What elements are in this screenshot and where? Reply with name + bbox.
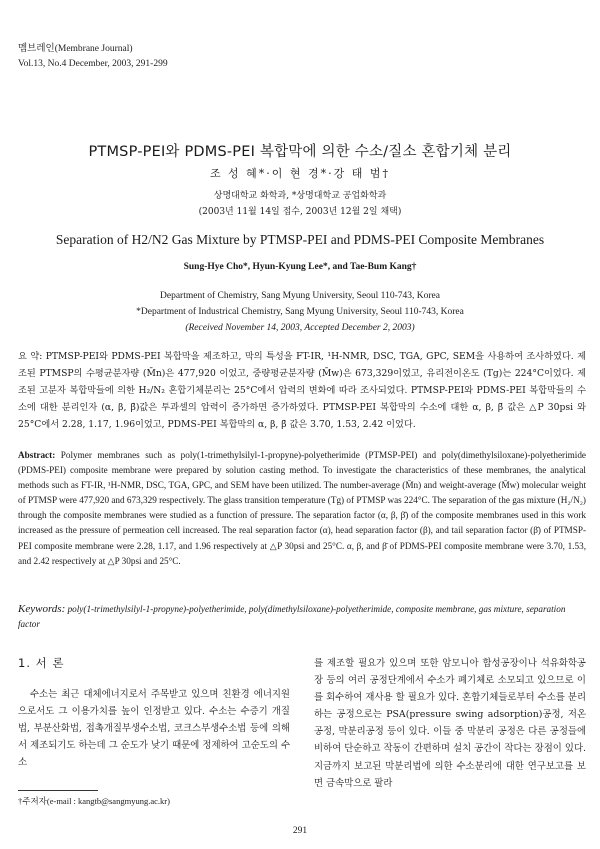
- authors-english: Sung-Hye Cho*, Hyun-Kyung Lee*, and Tae-Bum Kang†: [183, 262, 417, 272]
- affiliation-english-2: *Department of Industrical Chemistry, Sang Myung University, Seoul 110-743, Korea: [136, 307, 464, 317]
- affiliation-korean-block: [0, 188, 600, 220]
- abstract-korean: [18, 348, 586, 433]
- page-number: 291: [292, 826, 308, 836]
- affiliation-english: Department of Chemistry, Sang Myung University, Seoul 110-743, Korea: [160, 291, 440, 301]
- journal-name: 멤브레인(Membrane Journal): [18, 44, 133, 54]
- received-korean: (2003년 11월 14일 접수, 2003년 12월 2일 채택): [198, 207, 402, 217]
- abstract-korean-text: PTMSP-PEI와 PDMS-PEI 복합막을 제조하고, 막의 특성을 FT-IR, ¹H-NMR, DSC, TGA, GPC, SEM을 사용하여 조사하였다. 제조된 PTMSP의 수평균분자량 (M̄n)은 477,920 이었고, 중량평균분자량 (M̄w)은 673,329이었고, 유리전이온도 (Tg)는 224°C이었다. 제조된 고분자 복합막들에 의한 H₂/N₂ 혼합기체분리는 25°C에서 압력의 변화에 따라 조사되었다. PTMSP-PEI와 PDMS-PEI 복합막들의 수소에 대한 분리인자 (α, β, β̄)값은 투과셀의 압력이 증가하면 증가하였다. PTMSP-PEI 복합막의 수소에 대한 α, β, β̄ 값은 △P 30psi 와 25°C에서 2.28, 1.17, 1.96이었고, PDMS-PEI 복합막의 α, β, β̄ 값은 3.70, 1.53, 2.42 이었다.: [18, 351, 587, 430]
- body-column-right: [314, 655, 586, 792]
- authors-korean: 조 성 혜*·이 현 경*·강 태 범†: [209, 167, 391, 180]
- footnote-divider: [18, 790, 98, 791]
- footnote: †주저자(e-mail : kangtb@sangmyung.ac.kr): [18, 796, 170, 806]
- intro-paragraph-right: 를 제조할 필요가 있으며 또한 암모니아 합성공장이나 석유화학공장 등의 여러 공정단계에서 수소가 폐기체로 소모되고 있으므로 이를 회수하여 재사용 할 필요가 있다. 혼합기체들로부터 수소를 분리하는 공정으로는 PSA(pressure swing adsorption)공정, 저온공정, 막분리공정 등이 있다. 이들 중 막분리 공정은 다른 공정들에 비하여 단순하고 작동이 간편하며 설치 공간이 작다는 장점이 있다. 지금까지 보고된 막분리법에 의한 수소분리에 대한 연구보고를 보면 금속막으로 팔라: [314, 658, 586, 789]
- keywords-text: poly(1-trimethylsilyl-1-propyne)-polyetherimide, poly(dimethylsiloxane)-polyetherimide, composite membrane, gas mixture, separation factor: [18, 604, 566, 629]
- received-english: (Received November 14, 2003, Accepted December 2, 2003): [185, 323, 415, 333]
- section-heading-introduction: 1. 서 론: [18, 656, 65, 670]
- abstract-english-label: Abstract:: [18, 450, 56, 460]
- title-english: Separation of H2/N2 Gas Mixture by PTMSP-PEI and PDMS-PEI Composite Membranes: [55, 232, 545, 247]
- intro-paragraph-left: 수소는 최근 대체에너지로서 주목받고 있으며 친환경 에너지원으로서도 그 이용가치를 높이 인정받고 있다. 수소는 수증기 개질법, 부분산화법, 접촉개질부생수소법, 코크스부생수소법 등에 의해서 제조되기도 하는데 그 순도가 낮기 때문에 정제하여 고순도의 수소: [18, 689, 290, 769]
- journal-header: [18, 42, 168, 72]
- abstract-korean-label: 요 약:: [18, 351, 43, 362]
- keywords-label: Keywords:: [18, 603, 66, 615]
- abstract-english-text: Polymer membranes such as poly(1-trimethylsilyl-1-propyne)-polyetherimide (PTMSP-PEI) and poly(dimethylsiloxane)-polyetherimide (PDMS-PEI) composite membrane were prepared by solution casting method. To investigate the characteristics of these membranes, the analytical methods such as FT-IR, ¹H-NMR, DSC, TGA, GPC, and SEM have been utilized. The number-average (M̄n) and weight-average (M̄w) molecular weight of PTMSP were 477,920 and 673,329 respectively. The glass transition temperature (Tg) of PTMSP was 224°C. The separation of the gas mixture (H₂/N₂) through the composite membranes were studied as a function of pressure. The separation factor (α, β, β̄) of the composite membranes used in this work increased as the pressure of permeation cell increased. The real separation factor (α), head separation factor (β), and tail separation factor (β̄) of PTMSP-PEI composite membrane were 2.28, 1.17, and 1.96 respectively at △P 30psi and 25°C. α, β, and β̄ of PDMS-PEI composite membrane were 3.70, 1.53, and 2.42 respectively at △P 30psi and 25°C.: [18, 450, 587, 566]
- abstract-english: [18, 448, 586, 569]
- body-column-left: [18, 655, 290, 772]
- affiliation-english-block: [0, 288, 600, 336]
- affiliation-korean: 상명대학교 화학과, *상명대학교 공업화학과: [213, 191, 387, 201]
- title-korean: PTMSP-PEI와 PDMS-PEI 복합막에 의한 수소/질소 혼합기체 분리: [88, 144, 512, 160]
- keywords: [18, 602, 586, 632]
- journal-volume: Vol.13, No.4 December, 2003, 291-299: [18, 59, 168, 69]
